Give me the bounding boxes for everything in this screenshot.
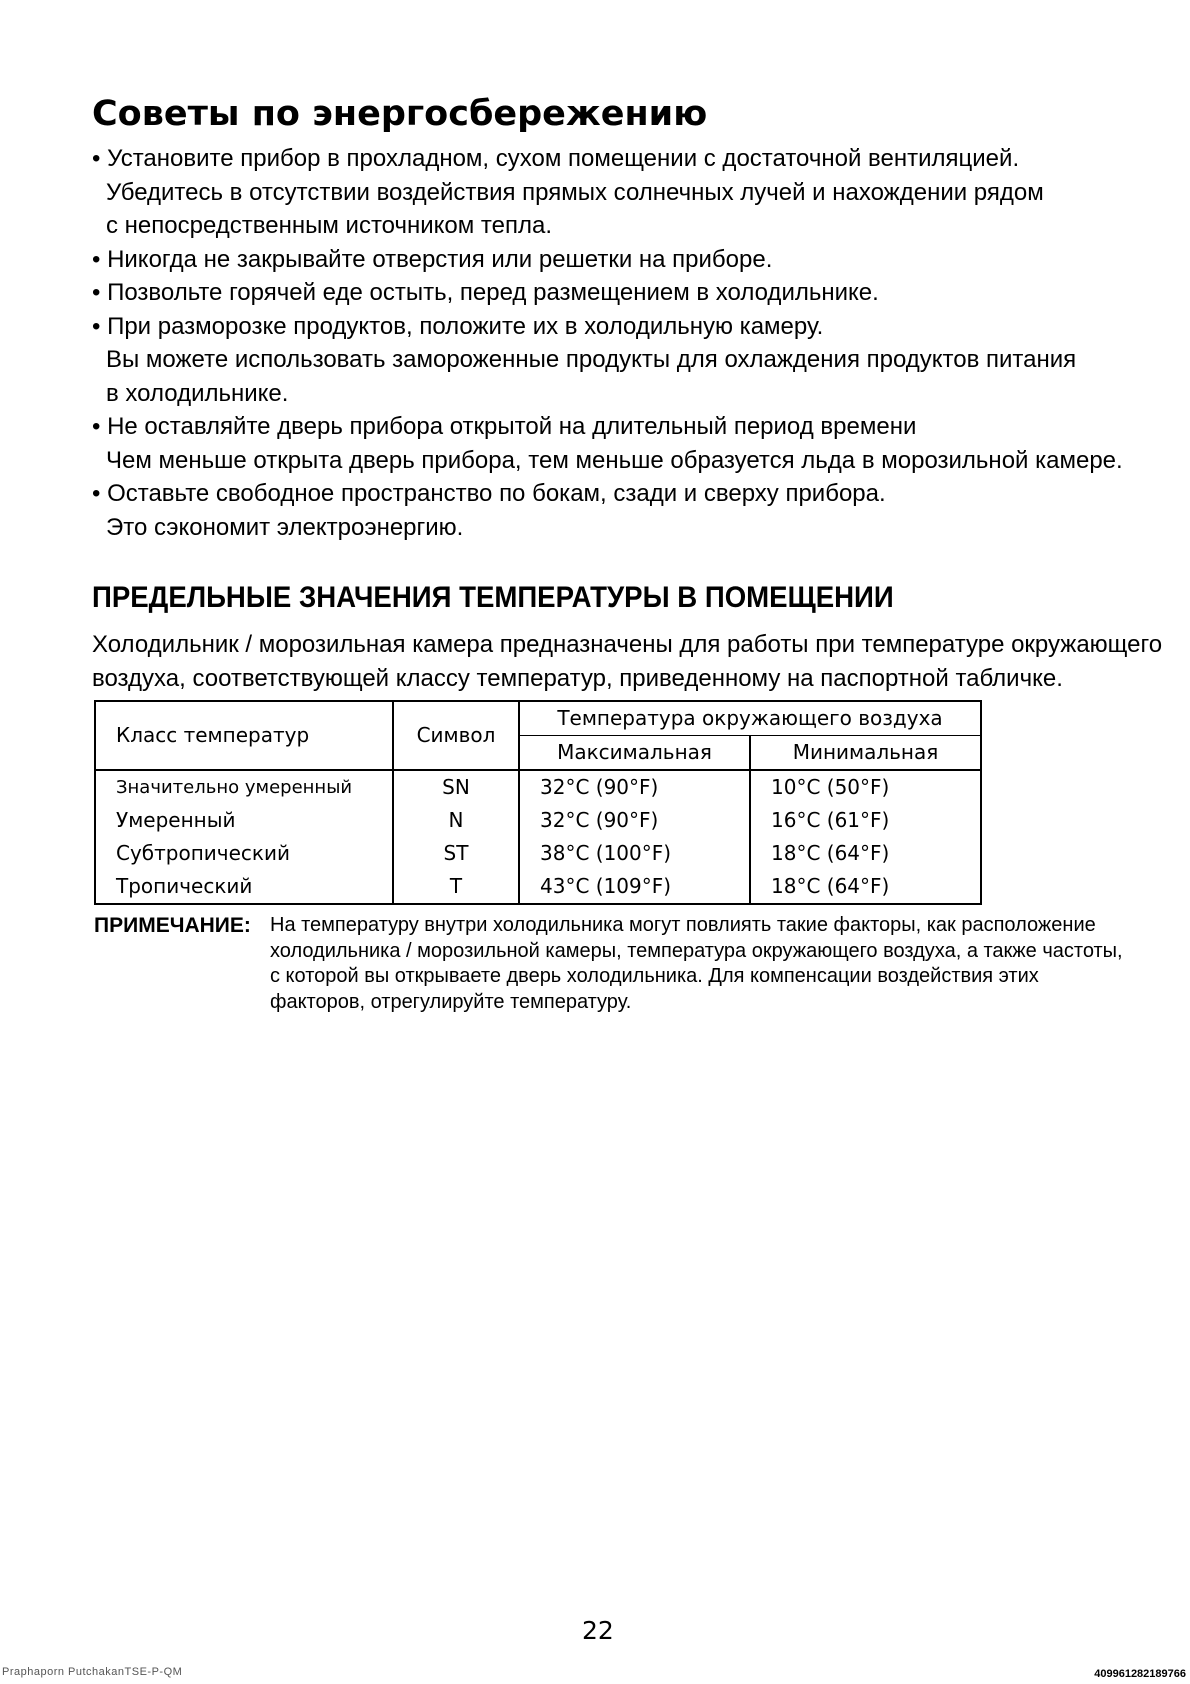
- tip-line: • Не оставляйте дверь прибора открытой на длительный период времени: [92, 413, 917, 440]
- intro-line: Холодильник / морозильная камера предназначены для работы при температуре окружающего: [92, 631, 1163, 658]
- header-min: Минимальная: [750, 736, 981, 771]
- tip-line: Убедитесь в отсутствии воздействия прямых солнечных лучей и нахождении рядом: [106, 178, 1044, 206]
- tip-line: в холодильнике.: [106, 379, 289, 407]
- cell-symbol: N: [393, 804, 519, 837]
- cell-max: 43°C (109°F): [519, 870, 750, 904]
- intro-line: воздуха, соответствующей классу температур, приведенному на паспортной табличке.: [92, 664, 1063, 692]
- note-label-text: ПРИМЕЧАНИЕ: [94, 914, 244, 937]
- tip-line: • Оставьте свободное пространство по бокам, сзади и сверху прибора.: [92, 480, 886, 507]
- tip-line: • Позвольте горячей еде остыть, перед размещением в холодильнике.: [92, 279, 879, 306]
- tip-item: [92, 142, 1152, 243]
- header-class: Класс температур: [95, 701, 393, 770]
- tip-line: Это сэкономит электроэнергию.: [106, 513, 464, 541]
- cell-symbol: T: [393, 870, 519, 904]
- climate-class-table: [94, 700, 982, 905]
- note-block: [94, 913, 1124, 1015]
- cell-max: 38°C (100°F): [519, 837, 750, 870]
- cell-symbol: ST: [393, 837, 519, 870]
- tip-item: [92, 477, 1152, 544]
- tip-line: Чем меньше открыта дверь прибора, тем меньше образуется льда в морозильной камере.: [106, 446, 1123, 474]
- cell-min: 16°C (61°F): [750, 804, 981, 837]
- section-intro: [92, 628, 1162, 695]
- tip-item: [92, 243, 1152, 277]
- cell-min: 18°C (64°F): [750, 837, 981, 870]
- tip-item: [92, 310, 1152, 411]
- note-text: На температуру внутри холодильника могут повлиять такие факторы, как расположение холодильника / морозильной камеры, температура окружающего воздуха, а также частоты, с которой вы открываете дверь холодильника. Для компенсации воздействия этих факторов, отрегулируйте температуру.: [270, 914, 1123, 1013]
- cell-class: Умеренный: [95, 804, 393, 837]
- table-row: [95, 770, 981, 804]
- cell-symbol: SN: [393, 770, 519, 804]
- cell-min: 10°C (50°F): [750, 770, 981, 804]
- header-symbol: Символ: [393, 701, 519, 770]
- cell-max: 32°C (90°F): [519, 804, 750, 837]
- tip-line: • Установите прибор в прохладном, сухом помещении с достаточной вентиляцией.: [92, 145, 1020, 172]
- footer-code: 409961282189766: [1094, 1668, 1186, 1680]
- header-ambient: Температура окружающего воздуха: [519, 701, 981, 736]
- tip-item: [92, 410, 1152, 477]
- page-number: 22: [582, 1616, 614, 1645]
- tip-line: Вы можете использовать замороженные продукты для охлаждения продуктов питания: [106, 346, 1077, 373]
- header-max: Максимальная: [519, 736, 750, 771]
- tip-line: • Никогда не закрывайте отверстия или решетки на приборе.: [92, 245, 773, 273]
- tip-item: [92, 276, 1152, 310]
- cell-class: Значительно умеренный: [95, 770, 393, 804]
- cell-max: 32°C (90°F): [519, 770, 750, 804]
- page-title: Советы по энергосбережению: [92, 94, 708, 134]
- energy-tips-list: [92, 142, 1152, 544]
- cell-class: Субтропический: [95, 837, 393, 870]
- tip-line: с непосредственным источником тепла.: [106, 212, 553, 239]
- table-row: [95, 804, 981, 837]
- section-title-temperature-limits: ПРЕДЕЛЬНЫЕ ЗНАЧЕНИЯ ТЕМПЕРАТУРЫ В ПОМЕЩЕНИИ: [92, 581, 894, 614]
- table-row: [95, 837, 981, 870]
- note-label: ПРИМЕЧАНИЕ:: [94, 914, 251, 937]
- cell-class: Тропический: [95, 870, 393, 904]
- cell-min: 18°C (64°F): [750, 870, 981, 904]
- table-row: [95, 870, 981, 904]
- tip-line: • При разморозке продуктов, положите их в холодильную камеру.: [92, 312, 824, 340]
- footer-author: Praphaporn PutchakanTSE-P-QM: [2, 1666, 183, 1678]
